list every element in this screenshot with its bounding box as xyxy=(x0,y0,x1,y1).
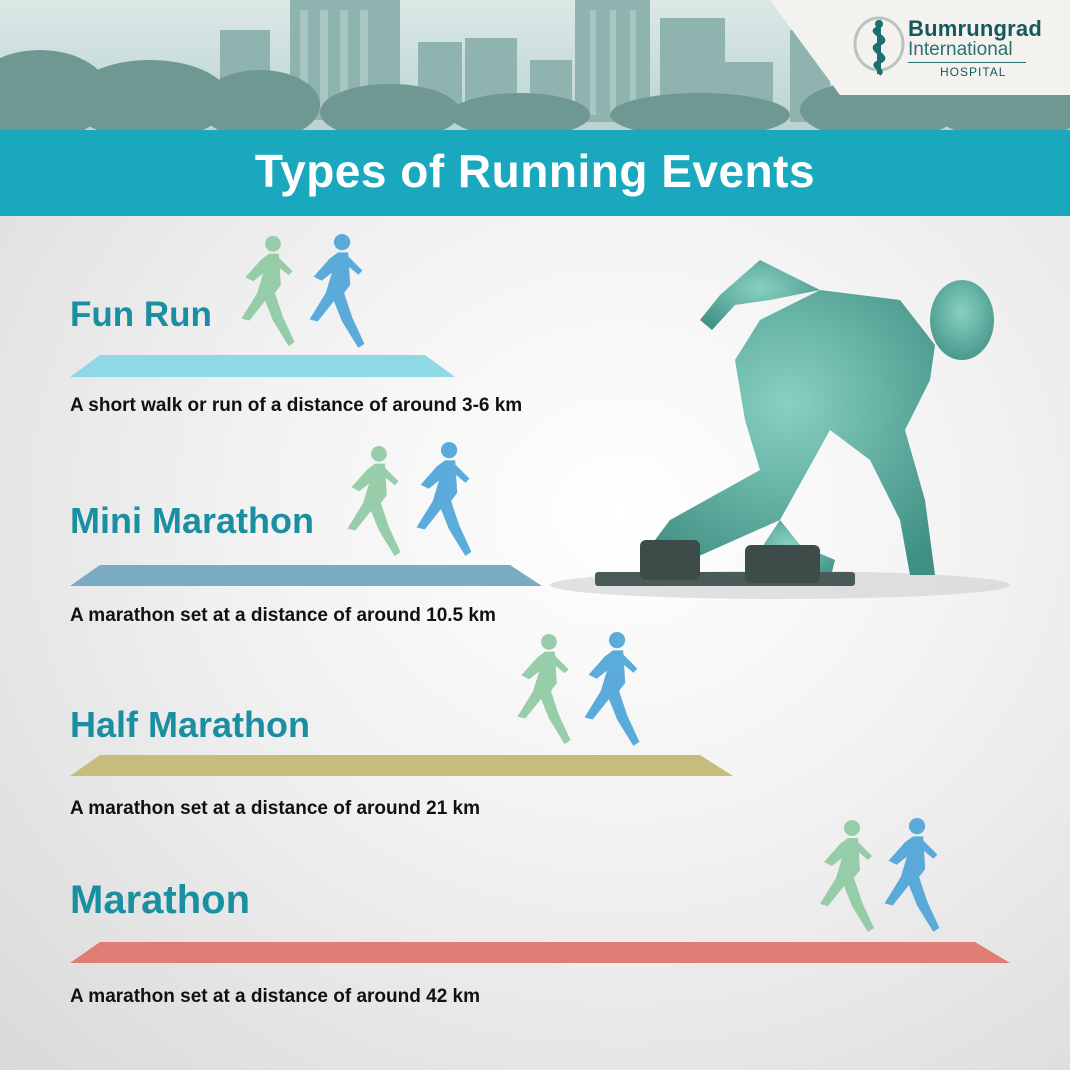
logo-divider xyxy=(908,62,1026,63)
title-band xyxy=(0,130,1070,216)
track-marathon xyxy=(70,942,1010,963)
page-title: Types of Running Events xyxy=(254,145,816,197)
event-name-mini-marathon: Mini Marathon xyxy=(70,500,314,541)
sprinter-illustration xyxy=(550,260,1010,599)
runner-pair-icon xyxy=(517,632,639,746)
caduceus-icon xyxy=(852,14,906,80)
runner-pair-icon xyxy=(820,818,939,932)
event-name-marathon: Marathon xyxy=(70,878,250,922)
event-description-mini-marathon: A marathon set at a distance of around 10.5 km xyxy=(70,605,496,626)
event-description-half-marathon: A marathon set at a distance of around 21 km xyxy=(70,798,481,819)
event-name-half-marathon: Half Marathon xyxy=(70,704,311,745)
logo-tag: HOSPITAL xyxy=(940,65,1007,79)
track-half-marathon xyxy=(70,755,733,776)
runner-pair-icon xyxy=(241,234,364,348)
event-name-fun-run: Fun Run xyxy=(70,295,212,334)
logo-name: Bumrungrad xyxy=(908,16,1042,41)
runner-pair-icon xyxy=(347,442,471,556)
track-fun-run xyxy=(70,355,455,377)
event-description-fun-run: A short walk or run of a distance of around 3-6 km xyxy=(70,395,523,416)
event-description-marathon: A marathon set at a distance of around 42 km xyxy=(70,986,481,1007)
track-mini-marathon xyxy=(70,565,542,586)
logo-subtitle: International xyxy=(908,39,1013,60)
